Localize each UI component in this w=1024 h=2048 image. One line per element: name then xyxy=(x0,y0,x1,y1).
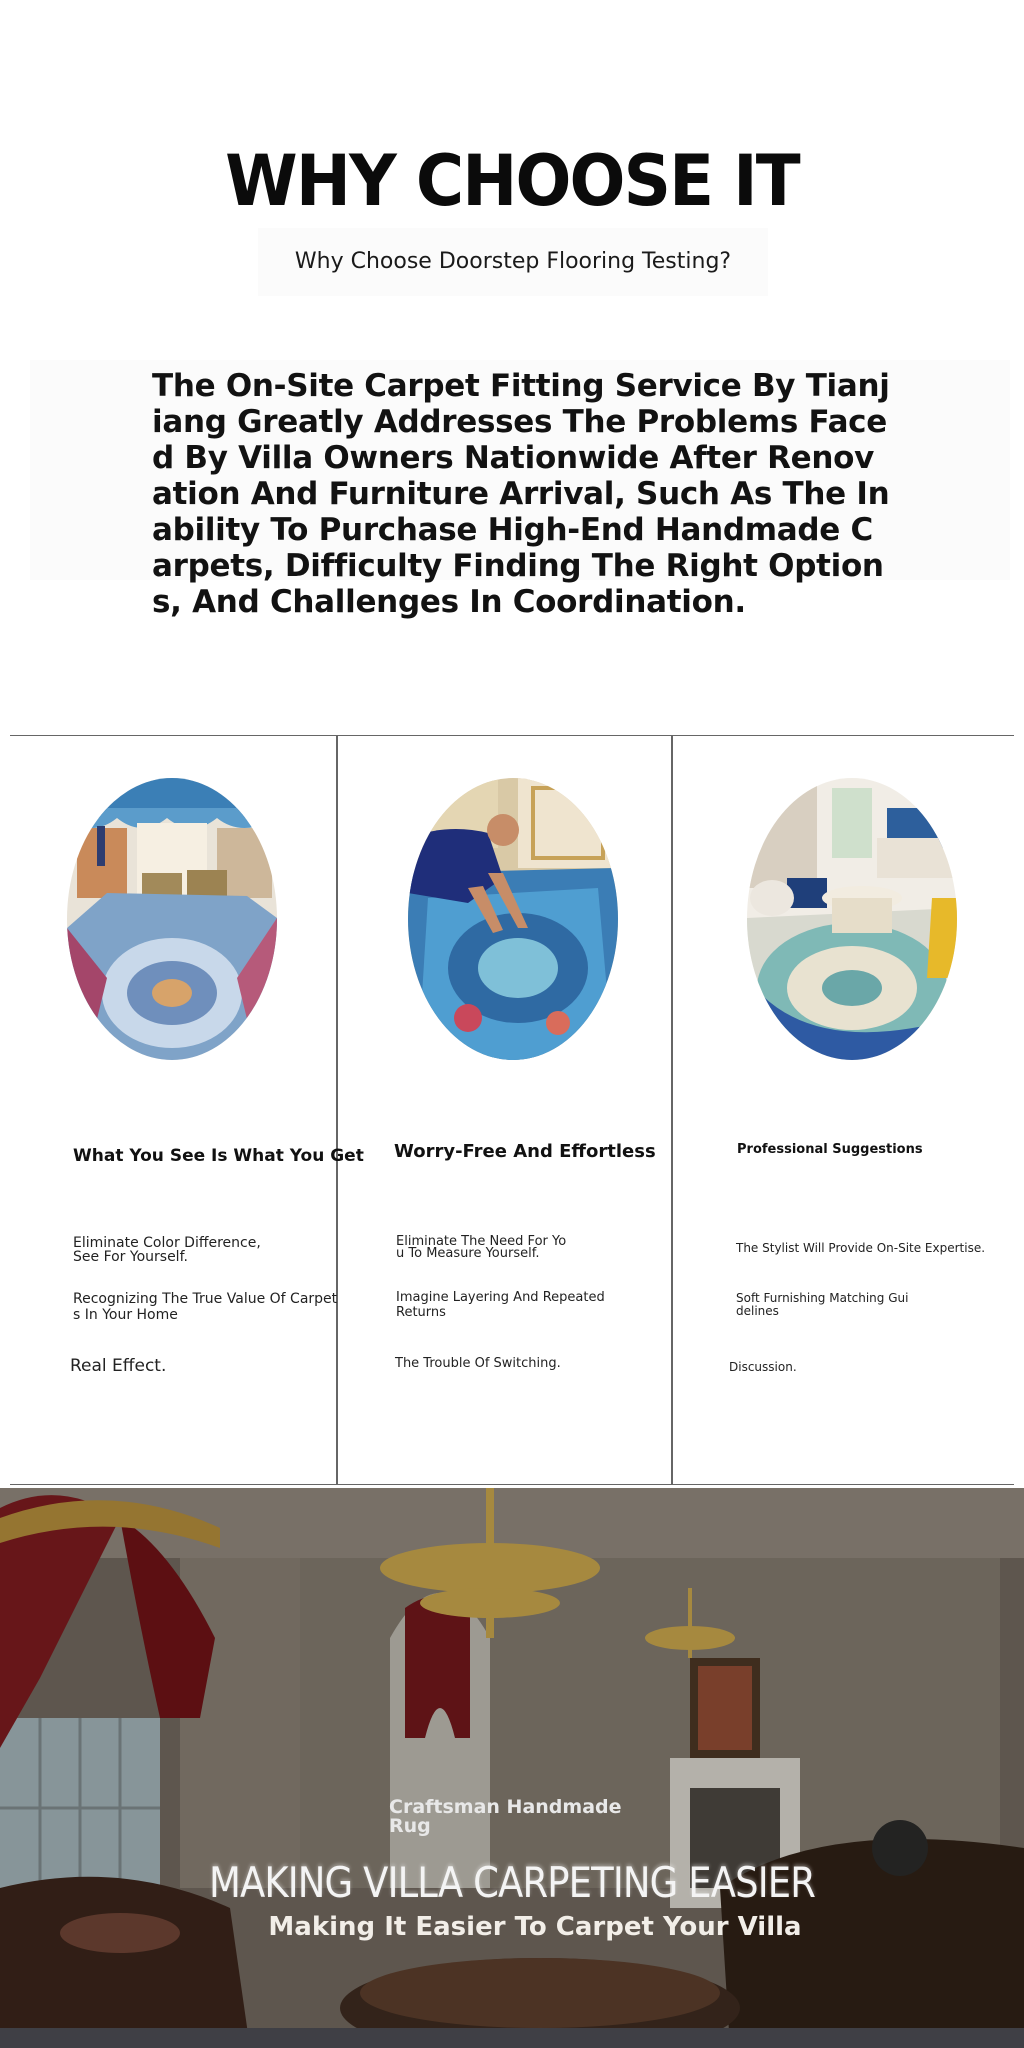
page-subtitle: Why Choose Doorstep Flooring Testing? xyxy=(258,228,768,296)
column-2-line-3: The Trouble Of Switching. xyxy=(395,1356,561,1371)
column-divider xyxy=(336,735,338,1485)
banner-headline: MAKING VILLA CARPETING EASIER xyxy=(208,1858,816,1907)
column-1-title: What You See Is What You Get xyxy=(73,1146,364,1166)
column-1-line-2: Recognizing The True Value Of Carpets In Your Home xyxy=(73,1291,338,1323)
column-3-title: Professional Suggestions xyxy=(737,1142,923,1157)
villa-interior-image xyxy=(0,1488,1024,2048)
column-divider xyxy=(671,735,673,1485)
column-3-line-1: The Stylist Will Provide On-Site Expertise. xyxy=(736,1241,986,1255)
banner-small-label: Craftsman Handmade Rug xyxy=(389,1796,622,1837)
intro-paragraph: The On-Site Carpet Fitting Service By Tianjiang Greatly Addresses The Problems Faced By Villa Owners Nationwide After Renovation And Furniture Arrival, Such As The Inability To Purchase High-End Handmade Carpets, Difficulty Finding The Right Options, And Challenges In Coordination. xyxy=(152,368,890,620)
column-3-line-3: Discussion. xyxy=(729,1360,797,1374)
column-2-line-2: Imagine Layering And Repeated Returns xyxy=(396,1290,605,1320)
column-3-line-2: Soft Furnishing Matching Guidelines xyxy=(736,1291,909,1318)
page-title: WHY CHOOSE IT xyxy=(225,140,799,222)
column-1-line-3: Real Effect. xyxy=(70,1356,167,1376)
carpet-fitter-image xyxy=(408,778,618,1060)
column-2-line-1: Eliminate The Need For You To Measure Yourself. xyxy=(396,1234,567,1261)
column-2-title: Worry-Free And Effortless xyxy=(394,1141,656,1162)
banner-subheadline: Making It Easier To Carpet Your Villa xyxy=(268,1912,802,1942)
carpet-showroom-image xyxy=(67,778,277,1060)
column-1-line-1: Eliminate Color Difference, See For Yourself. xyxy=(73,1235,261,1265)
living-room-image xyxy=(747,778,957,1060)
